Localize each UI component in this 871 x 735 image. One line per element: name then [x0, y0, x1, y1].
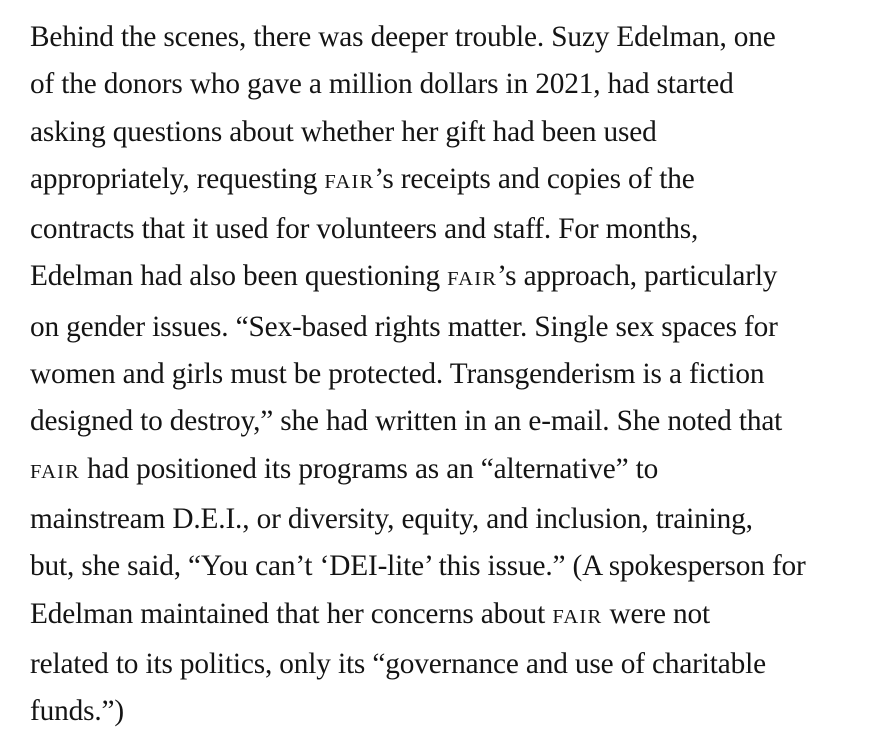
paragraph-line: related to its politics, only its “governance and use of charitable — [30, 647, 766, 680]
organization-acronym: FAIR — [447, 268, 498, 291]
paragraph-line: designed to destroy,” she had written in an e-mail. She noted that — [30, 405, 783, 438]
organization-acronym: FAIR — [552, 605, 603, 628]
paragraph-line: Edelman maintained that her concerns about FAIR were not — [30, 597, 710, 630]
paragraph-line: on gender issues. “Sex-based rights matter. Single sex spaces for — [30, 310, 778, 343]
paragraph-line: women and girls must be protected. Transgenderism is a fiction — [30, 358, 765, 391]
paragraph-line: asking questions about whether her gift had been used — [30, 115, 657, 148]
paragraph-line: Behind the scenes, there was deeper trouble. Suzy Edelman, one — [30, 21, 776, 53]
organization-acronym: FAIR — [30, 460, 80, 483]
paragraph-line: Edelman had also been questioning FAIR’s approach, particularly — [30, 260, 778, 293]
paragraph-line: appropriately, requesting FAIR’s receipts and copies of the — [30, 162, 695, 195]
paragraph-line: of the donors who gave a million dollars in 2021, had started — [30, 68, 734, 101]
paragraph-line: funds.”) — [30, 695, 124, 728]
paragraph-line: mainstream D.E.I., or diversity, equity, and inclusion, training, — [30, 502, 753, 535]
paragraph-line: FAIR had positioned its programs as an “alternative” to — [30, 452, 659, 485]
paragraph-line: but, she said, “You can’t ‘DEI-lite’ this issue.” (A spokesperson for — [30, 550, 806, 583]
paragraph-line: contracts that it used for volunteers and staff. For months, — [30, 213, 699, 246]
organization-acronym: FAIR — [324, 170, 375, 193]
article-paragraph — [30, 14, 866, 735]
